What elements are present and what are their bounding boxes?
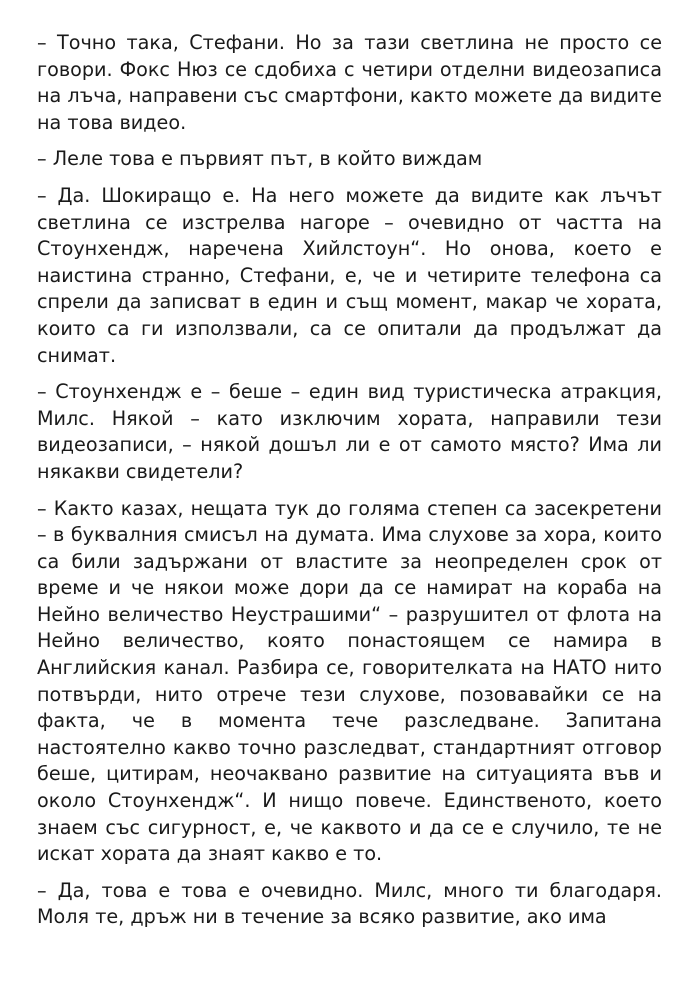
paragraph: – Да, това е това е очевидно. Милс, много ти благодаря. Моля те, дръж ни в течение за всяко развитие, ако има bbox=[37, 878, 662, 929]
paragraph: – Както казах, нещата тук до голяма степен са засекретени – в буквалния смисъл на думата. Има слухове за хора, които са били задържани от властите за неопределен срок от време и че някои може дори да се намират на кораба на Нейно величество Неустрашими“ – разрушител от флота на Нейно величество, която понастоящем се намира в Английския канал. Разбира се, говорителката на НАТО нито потвърди, нито отрече тези слухове, позовавайки се на факта, че в момента тече разследване. Запитана настоятелно какво точно разследват, стандартният отговор беше, цитирам, неочаквано развитие на ситуацията във и около Стоунхендж“. И нищо повече. Единственото, което знаем със сигурност, е, че каквото и да се е случило, те не искат хората да знаят какво е то. bbox=[37, 496, 662, 866]
paragraph: – Леле това е първият път, в който виждам bbox=[37, 147, 483, 171]
paragraph: – Да. Шокиращо е. На него можете да видите как лъчът светлина се изстрелва нагоре – очевидно от частта на Стоунхендж, наречена Хийлстоун“. Но онова, което е наистина странно, Стефани, е, че и четирите телефона са спрели да записват в един и същ момент, макар че хората, които са ги използвали, са се опитали да продължат да снимат. bbox=[37, 183, 662, 367]
paragraph: – Стоунхендж е – беше – един вид туристическа атракция, Милс. Някой – като изключим хората, направили тези видеозаписи, – някой дошъл ли е от самото място? Има ли някакви свидетели? bbox=[37, 380, 662, 483]
paragraph: – Точно така, Стефани. Но за тази светлина не просто се говори. Фокс Нюз се сдобиха с четири отделни видеозаписа на лъча, направени със смартфони, както можете да видите на това видео. bbox=[37, 31, 662, 134]
